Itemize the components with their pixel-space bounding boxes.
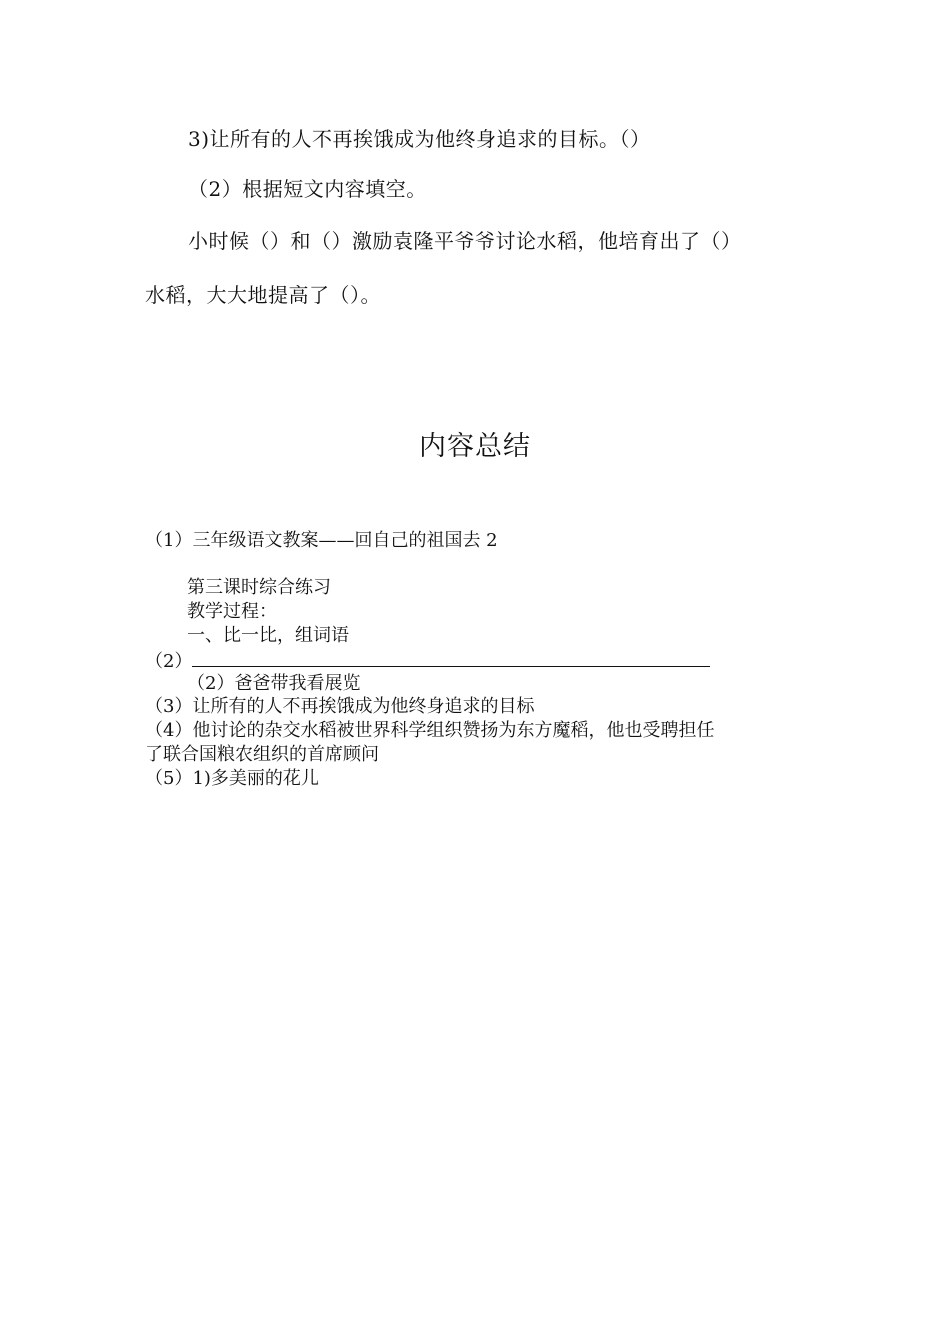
summary-item-2-sub: （2）爸爸带我看展览	[187, 673, 361, 694]
summary-sub-process: 教学过程：	[187, 601, 277, 622]
fill-in-line-2: 水稻，大大地提高了（）。	[145, 283, 381, 307]
answer-blank-line	[192, 650, 710, 667]
summary-item-3: （3）让所有的人不再挨饿成为他终身追求的目标	[145, 696, 535, 717]
summary-item-2	[145, 650, 710, 673]
summary-sub-lesson: 第三课时综合练习	[187, 577, 331, 598]
exercise-item-3: 3)让所有的人不再挨饿成为他终身追求的目标。（）	[188, 127, 651, 151]
exercise-part-2-heading: （2）根据短文内容填空。	[188, 177, 427, 201]
summary-item-4-line-2: 了联合国粮农组织的首席顾问	[145, 744, 379, 765]
fill-in-line-1: 小时候（）和（）激励袁隆平爷爷讨论水稻，他培育出了（）	[188, 229, 742, 253]
summary-sub-compare: 一、比一比，组词语	[187, 625, 349, 646]
summary-item-4-line-1: （4）他讨论的杂交水稻被世界科学组织赞扬为东方魔稻，他也受聘担任	[145, 720, 715, 741]
summary-item-5: （5）1)多美丽的花儿	[145, 768, 319, 789]
summary-item-2-label: （2）	[145, 651, 193, 672]
summary-title: 内容总结	[419, 431, 531, 462]
summary-item-1: （1）三年级语文教案——回自己的祖国去 2	[145, 530, 498, 551]
